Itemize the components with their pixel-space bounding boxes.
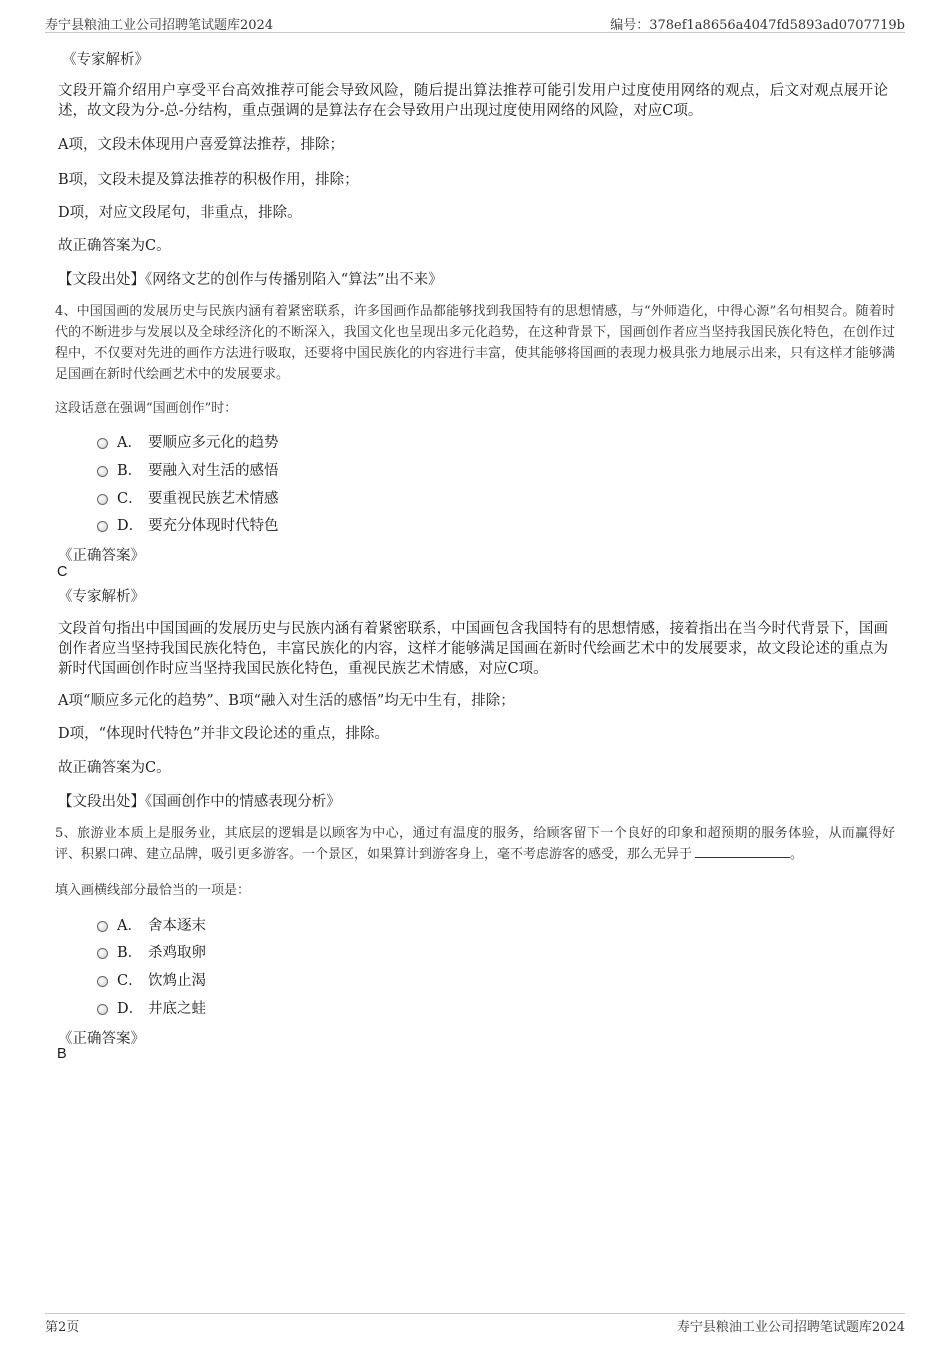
q5-answer: B [57, 1046, 67, 1062]
page-number: 第2页 [45, 1320, 80, 1335]
option-text: 舍本逐末 [148, 918, 206, 934]
q4-prompt: 这段话意在强调“国画创作”时： [55, 401, 238, 416]
q3-analysis-label: 《专家解析》 [62, 52, 149, 68]
option-letter: C． [117, 973, 143, 989]
radio-icon[interactable] [97, 521, 108, 532]
page-footer [45, 1313, 905, 1334]
q5-option-d[interactable] [97, 997, 206, 1018]
radio-icon[interactable] [97, 494, 108, 505]
q4-answer-label: 《正确答案》 [58, 548, 145, 564]
header-code: 编号：378ef1a8656a4047fd5893ad0707719b [610, 18, 905, 33]
option-letter: D． [117, 518, 144, 534]
q4-analysis: 文段首句指出中国国画的发展历史与民族内涵有着紧密联系，中国画包含我国特有的思想情感，接着指出在当今时代背景下，国画创作者应当坚持我国民族化特色，丰富民族化的内容，这样才能够满足国画在新时代绘画艺术中的发展要求，故文段论述的重点为新时代国画创作时应当坚持我国民族化特色，重视民族艺术情感，对应C项。 [58, 621, 888, 677]
q4-question-text: 4、中国国画的发展历史与民族内涵有着紧密联系，许多国画作品都能够找到我国特有的思想情感，与“外师造化，中得心源”名句相契合。随着时代的不断进步与发展以及全球经济化的不断深入，我国文化也呈现出多元化趋势，在这种背景下，国画创作者应当坚持我国民族化特色，在创作过程中，不仅要对先进的画作方法进行吸取，还要将中国民族化的内容进行丰富，使其能够将国画的表现力极具张力地展示出来，只有这样才能够满足国画在新时代绘画艺术中的发展要求。 [55, 304, 895, 382]
radio-icon[interactable] [97, 438, 108, 449]
radio-icon[interactable] [97, 466, 108, 477]
q3-source: 【文段出处】《网络文艺的创作与传播别陷入“算法”出不来》 [58, 272, 443, 288]
option-letter: B． [117, 463, 143, 479]
q4-note-ab: A项“顺应多元化的趋势”、B项“融入对生活的感悟”均无中生有，排除； [58, 693, 515, 709]
option-letter: B． [117, 945, 143, 961]
option-text: 要顺应多元化的趋势 [148, 435, 279, 451]
q4-option-d[interactable] [97, 514, 279, 535]
q5-prompt: 填入画横线部分最恰当的一项是： [55, 883, 251, 898]
option-text: 要重视民族艺术情感 [148, 491, 279, 507]
option-letter: C． [117, 491, 143, 507]
q4-analysis-label: 《专家解析》 [58, 589, 145, 605]
header-title: 寿宁县粮油工业公司招聘笔试题库2024 [45, 18, 274, 33]
q5-option-a[interactable] [97, 914, 206, 935]
q3-note-d: D项，对应文段尾句，非重点，排除。 [58, 205, 302, 221]
radio-icon[interactable] [97, 921, 108, 932]
q5-option-c[interactable] [97, 969, 206, 990]
option-text: 杀鸡取卵 [148, 945, 206, 961]
option-letter: D． [117, 1001, 144, 1017]
radio-icon[interactable] [97, 1004, 108, 1015]
q4-option-b[interactable] [97, 459, 279, 480]
footer-title: 寿宁县粮油工业公司招聘笔试题库2024 [676, 1320, 905, 1335]
q4-conclusion: 故正确答案为C。 [58, 760, 171, 776]
q4-note-d: D项，“体现时代特色”并非文段论述的重点，排除。 [58, 726, 389, 742]
q3-note-b: B项，文段未提及算法推荐的积极作用，排除； [58, 172, 359, 188]
q4-option-c[interactable] [97, 487, 279, 508]
option-text: 要充分体现时代特色 [148, 518, 279, 534]
q5-option-b[interactable] [97, 941, 206, 962]
q4-option-a[interactable] [97, 431, 279, 452]
q3-conclusion: 故正确答案为C。 [58, 238, 171, 254]
q4-answer: C [57, 564, 68, 580]
q3-analysis: 文段开篇介绍用户享受平台高效推荐可能会导致风险，随后提出算法推荐可能引发用户过度使用网络的观点，后文对观点展开论述，故文段为分-总-分结构，重点强调的是算法存在会导致用户出现过度使用网络的风险，对应C项。 [58, 83, 888, 119]
q5-text: 5、旅游业本质上是服务业，其底层的逻辑是以顾客为中心，通过有温度的服务，给顾客留下一个良好的印象和超预期的服务体验，从而赢得好评、积累口碑、建立品牌，吸引更多游客。一个景区，如果算计到游客身上，毫不考虑游客的感受，那么无异于 [55, 826, 895, 862]
radio-icon[interactable] [97, 948, 108, 959]
q3-note-a: A项，文段未体现用户喜爱算法推荐，排除； [58, 137, 344, 153]
option-text: 饮鸩止渴 [148, 973, 206, 989]
page-header [45, 12, 905, 33]
fill-in-blank [695, 845, 790, 858]
option-letter: A． [117, 435, 142, 451]
option-text: 井底之蛙 [148, 1001, 206, 1017]
q5-answer-label: 《正确答案》 [58, 1031, 145, 1047]
q5-question-text [55, 823, 895, 865]
q5-text-end: 。 [790, 847, 804, 862]
option-text: 要融入对生活的感悟 [148, 463, 279, 479]
radio-icon[interactable] [97, 976, 108, 987]
q4-source: 【文段出处】《国画创作中的情感表现分析》 [58, 794, 341, 810]
option-letter: A． [117, 918, 142, 934]
